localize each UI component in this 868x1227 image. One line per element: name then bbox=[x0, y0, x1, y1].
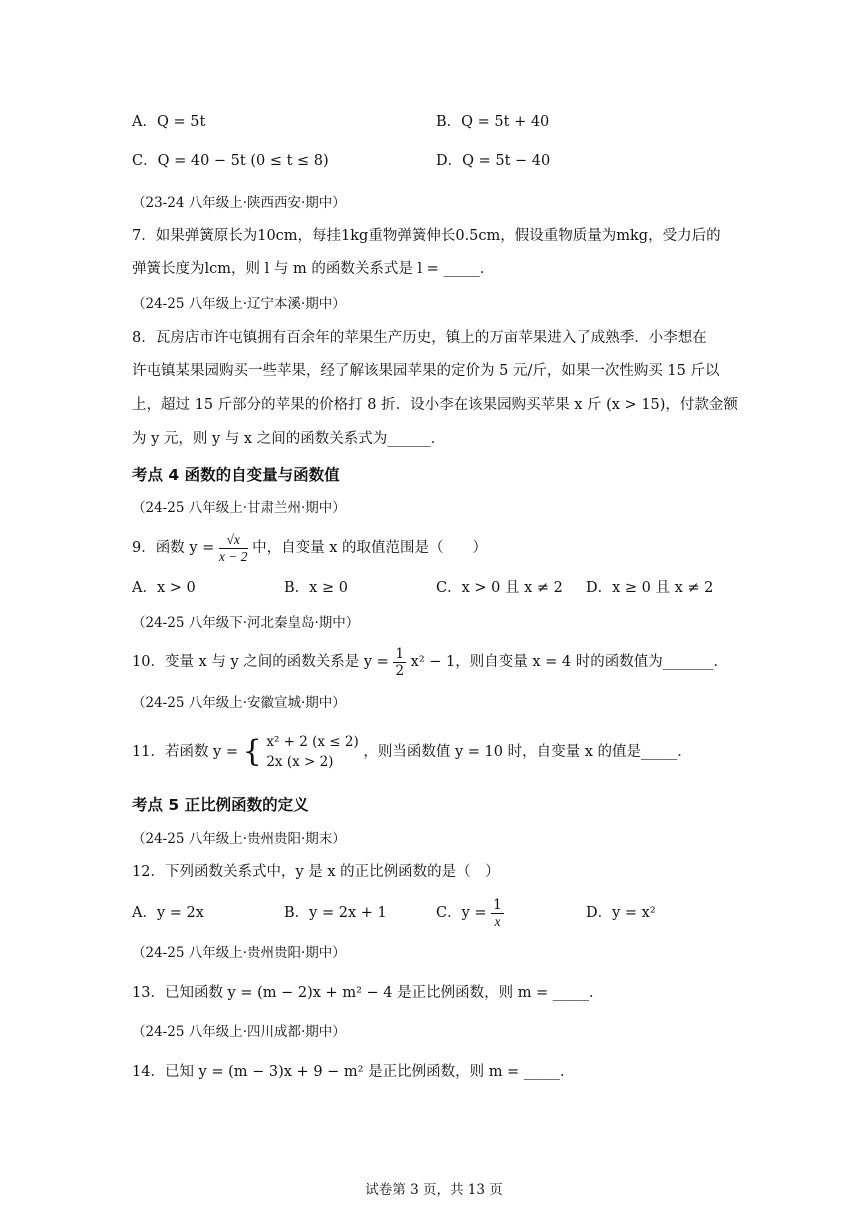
q6-option-b: B．Q = 5t + 40 bbox=[436, 114, 550, 130]
q7-source: （23-24 八年级上·陕西西安·期中） bbox=[132, 195, 346, 211]
q12-option-c bbox=[436, 896, 504, 930]
q12-stem: 12．下列函数关系式中，y 是 x 的正比例函数的是（ ） bbox=[132, 864, 500, 880]
q11-source: （24-25 八年级上·安徽宣城·期中） bbox=[132, 695, 346, 711]
q7-text-line1: 7．如果弹簧原长为10cm，每挂1kg重物弹簧伸长0.5cm，假设重物质量为mkg，受力后的 bbox=[132, 228, 721, 244]
q6-option-c: C．Q = 40 − 5t (0 ≤ t ≤ 8) bbox=[132, 153, 329, 169]
q9-fraction-denominator: x − 2 bbox=[218, 548, 248, 564]
q9-option-b: B．x ≥ 0 bbox=[284, 580, 348, 596]
q6-option-d: D．Q = 5t − 40 bbox=[436, 153, 551, 169]
q13-stem: 13．已知函数 y = (m − 2)x + m² − 4 是正比例函数，则 m = _____． bbox=[132, 985, 604, 1001]
q8-source: （24-25 八年级上·辽宁本溪·期中） bbox=[132, 296, 346, 312]
section-4-heading: 考点 4 函数的自变量与函数值 bbox=[132, 466, 340, 484]
q11-brace: { bbox=[242, 734, 262, 769]
q12-source: （24-25 八年级上·贵州贵阳·期末） bbox=[132, 831, 346, 847]
q10-fraction-denominator: 2 bbox=[395, 662, 405, 679]
q11-case-1: x² + 2 (x ≤ 2) bbox=[266, 734, 359, 750]
q10-fraction bbox=[393, 646, 406, 679]
section-5-heading: 考点 5 正比例函数的定义 bbox=[132, 796, 309, 814]
q8-text-line3: 上，超过 15 斤部分的苹果的价格打 8 折．设小李在该果园购买苹果 x 斤 (x > 15)，付款金额 bbox=[132, 397, 738, 413]
q6-option-a: A．Q = 5t bbox=[132, 114, 206, 130]
q9-option-a: A．x > 0 bbox=[132, 580, 196, 596]
q11-case-2: 2x (x > 2) bbox=[266, 754, 334, 770]
q11-piecewise bbox=[266, 732, 358, 772]
q11-stem-prefix: 11．若函数 y = bbox=[132, 744, 239, 760]
q11-stem-suffix: ，则当函数值 y = 10 时，自变量 x 的值是_____． bbox=[363, 744, 692, 760]
q12-option-b: B．y = 2x + 1 bbox=[284, 905, 387, 921]
q9-source: （24-25 八年级上·甘肃兰州·期中） bbox=[132, 500, 346, 516]
q12-option-c-prefix: C．y = bbox=[436, 905, 487, 921]
page-footer: 试卷第 3 页，共 13 页 bbox=[365, 1182, 503, 1198]
q9-fraction bbox=[219, 532, 248, 565]
q12-option-c-numerator: 1 bbox=[493, 896, 502, 913]
q10-stem bbox=[132, 644, 728, 680]
q12-option-c-denominator: x bbox=[494, 913, 501, 929]
q7-text-line2: 弹簧长度为lcm，则 l 与 m 的函数关系式是 l = _____． bbox=[132, 261, 495, 277]
q9-stem bbox=[132, 530, 487, 566]
q13-source: （24-25 八年级上·贵州贵阳·期中） bbox=[132, 945, 346, 961]
q9-option-c: C．x > 0 且 x ≠ 2 bbox=[436, 580, 563, 596]
q14-source: （24-25 八年级上·四川成都·期中） bbox=[132, 1024, 346, 1040]
q8-text-line2: 许屯镇某果园购买一些苹果，经了解该果园苹果的定价为 5 元/斤，如果一次性购买 15 斤以 bbox=[132, 363, 720, 379]
q10-fraction-numerator: 1 bbox=[395, 645, 405, 662]
q12-option-d: D．y = x² bbox=[586, 905, 656, 921]
q12-option-c-fraction bbox=[491, 897, 504, 930]
q11-stem bbox=[132, 730, 692, 774]
q9-option-d: D．x ≥ 0 且 x ≠ 2 bbox=[586, 580, 714, 596]
q10-stem-prefix: 10．变量 x 与 y 之间的函数关系是 y = bbox=[132, 654, 389, 670]
q8-text-line4: 为 y 元，则 y 与 x 之间的函数关系式为______． bbox=[132, 431, 446, 447]
q8-text-line1: 8．瓦房店市许屯镇拥有百余年的苹果生产历史，镇上的万亩苹果进入了成熟季．小李想在 bbox=[132, 330, 707, 346]
q10-stem-suffix: x² − 1，则自变量 x = 4 时的函数值为_______． bbox=[410, 654, 728, 670]
q9-fraction-numerator: √x bbox=[219, 532, 248, 549]
q14-stem: 14．已知 y = (m − 3)x + 9 − m² 是正比例函数，则 m = _____． bbox=[132, 1064, 575, 1080]
q10-source: （24-25 八年级下·河北秦皇岛·期中） bbox=[132, 615, 360, 631]
q9-stem-prefix: 9．函数 y = bbox=[132, 540, 215, 556]
q9-stem-suffix: 中，自变量 x 的取值范围是（ ） bbox=[252, 540, 488, 556]
q12-option-a: A．y = 2x bbox=[132, 905, 204, 921]
